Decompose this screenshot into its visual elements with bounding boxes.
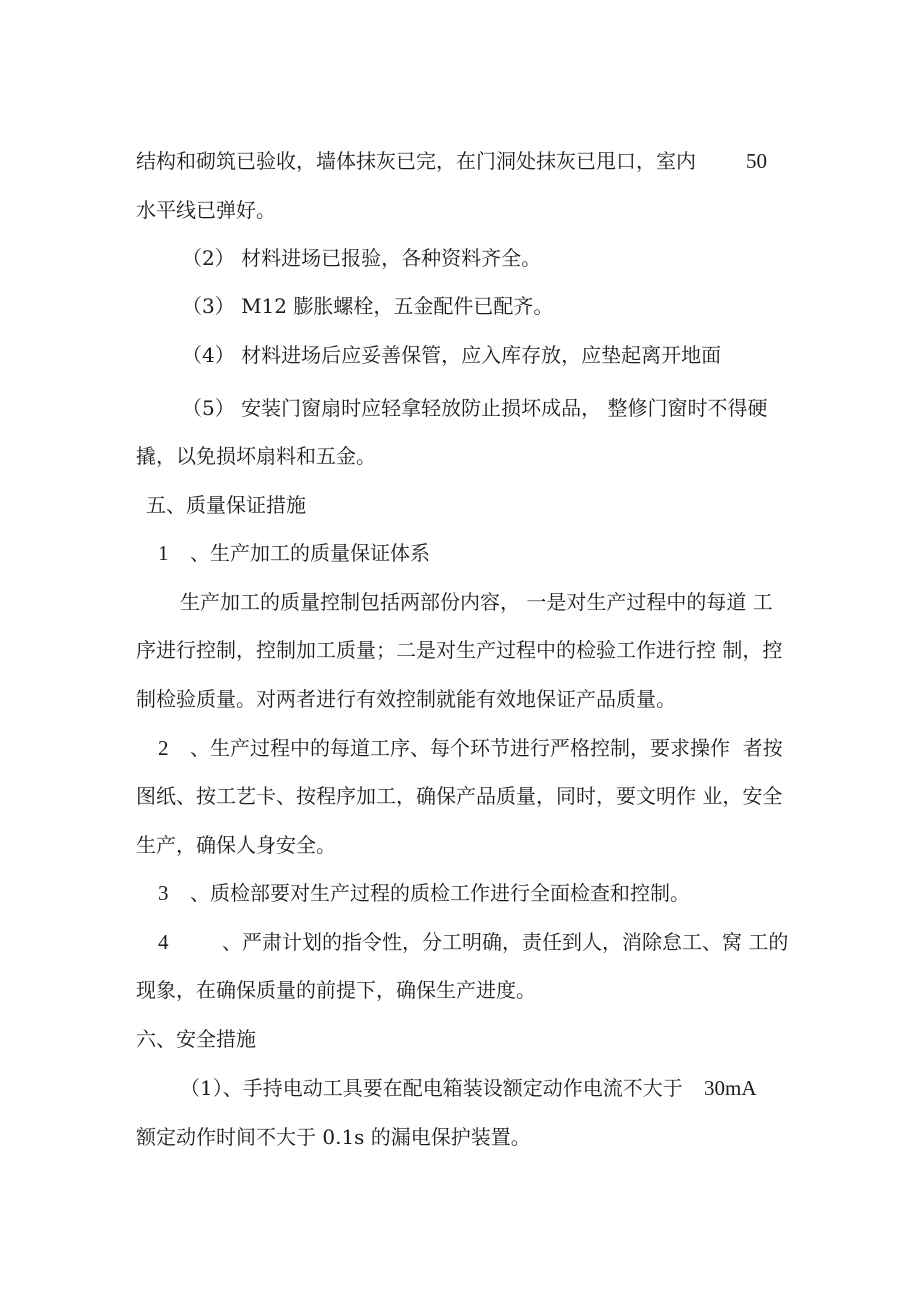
section6-item1-value: 30mA [704, 1076, 757, 1100]
section5-sub2-line3: 生产，确保人身安全。 [136, 833, 336, 857]
prep-item-3: （3） M12 膨胀螺栓，五金配件已配齐。 [182, 294, 554, 318]
section6-heading: 六、安全措施 [136, 1027, 256, 1051]
section5-sub1-text: 、生产加工的质量保证体系 [190, 541, 430, 565]
prep-item-4: （4） 材料进场后应妥善保管，应入库存放，应垫起离开地面 [182, 343, 722, 367]
para1-line1-number: 50 [746, 149, 767, 173]
section5-sub4-line1: 、严肃计划的指令性，分工明确，责任到人，消除怠工、窝 工的 [222, 930, 789, 954]
section5-sub3-text: 、质检部要对生产过程的质检工作进行全面检查和控制。 [190, 881, 690, 905]
para1-line2: 水平线已弹好。 [136, 198, 276, 222]
section5-sub2-number: 2 [158, 736, 169, 760]
section5-sub4-number: 4 [158, 930, 169, 954]
section5-heading: 五、质量保证措施 [146, 493, 306, 517]
section5-sub1-number: 1 [158, 541, 169, 565]
section5-sub2-line2: 图纸、按工艺卡、按程序加工，确保产品质量，同时，要文明作 业，安全 [136, 784, 783, 808]
section5-para-line3: 制检验质量。对两者进行有效控制就能有效地保证产品质量。 [136, 687, 676, 711]
section5-sub2-line1: 、生产过程中的每道工序、每个环节进行严格控制，要求操作 者按 [190, 736, 783, 760]
prep-item-5-line1: （5） 安装门窗扇时应轻拿轻放防止损坏成品， 整修门窗时不得硬 [182, 396, 768, 420]
section5-sub4-line2: 现象，在确保质量的前提下，确保生产进度。 [136, 978, 536, 1002]
prep-item-5-line2: 撬，以免损坏扇料和五金。 [136, 444, 376, 468]
para1-line1: 结构和砌筑已验收，墙体抹灰已完，在门洞处抹灰已甩口，室内 [136, 149, 696, 173]
section6-item1-line1: （1）、手持电动工具要在配电箱装设额定动作电流不大于 [180, 1076, 683, 1100]
section5-sub3-number: 3 [158, 881, 169, 905]
prep-item-2: （2） 材料进场已报验，各种资料齐全。 [182, 246, 542, 270]
section5-para-line1: 生产加工的质量控制包括两部份内容， 一是对生产过程中的每道 工 [180, 590, 773, 614]
section5-para-line2: 序进行控制，控制加工质量；二是对生产过程中的检验工作进行控 制，控 [136, 638, 783, 662]
section6-item1-line2: 额定动作时间不大于 0.1s 的漏电保护装置。 [136, 1125, 531, 1149]
